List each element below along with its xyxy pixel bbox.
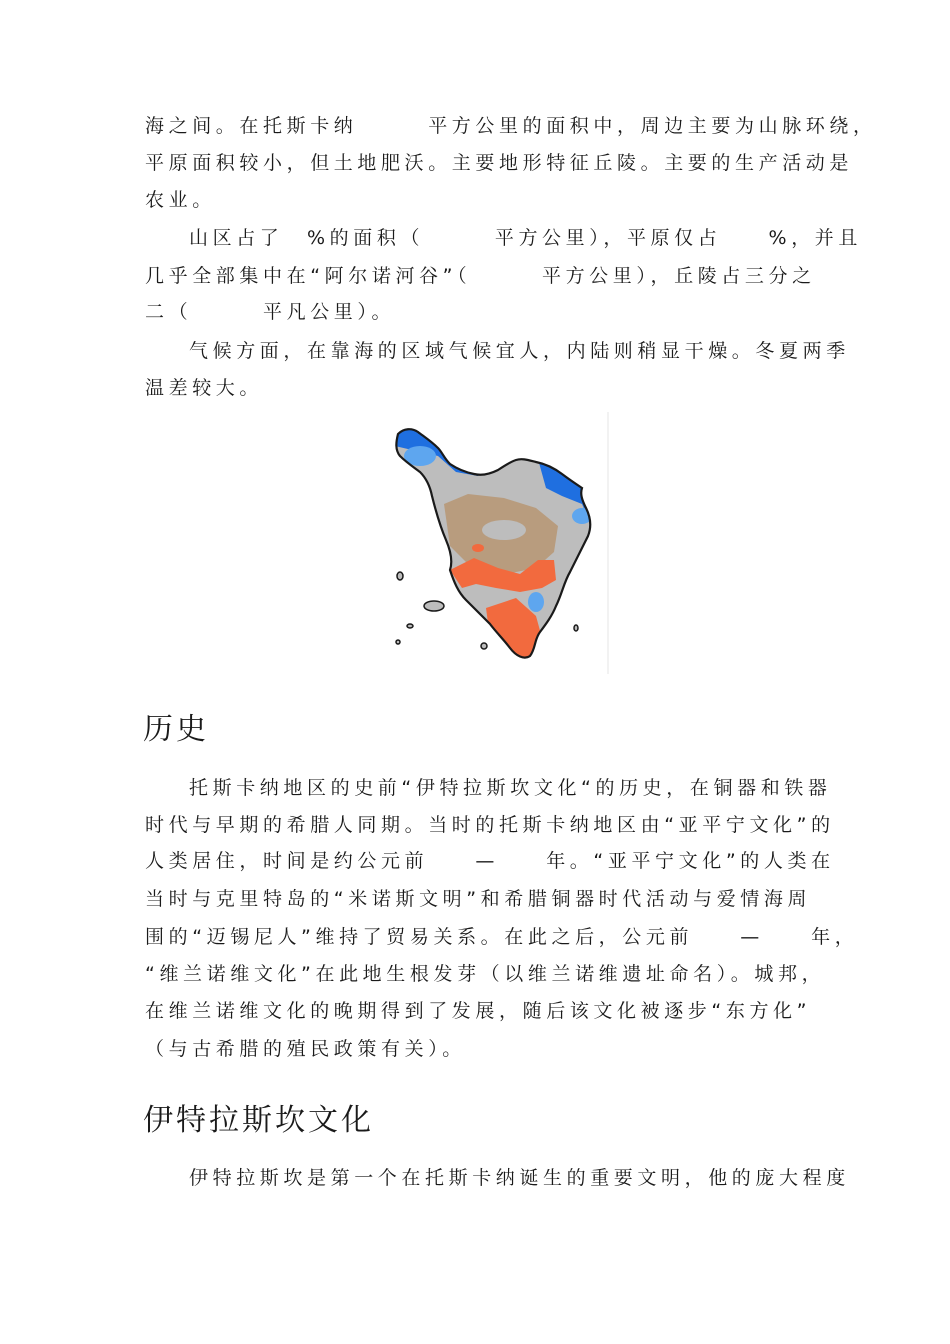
section-heading-history: 历史	[143, 712, 209, 747]
body-text-line: 平原面积较小，但土地肥沃。主要地形特征丘陵。主要的生产活动是	[145, 152, 854, 174]
body-text-line: 几乎全部集中在“阿尔诺河谷”（ 平方公里），丘陵占三分之	[145, 265, 816, 287]
tuscany-map-figure	[386, 412, 614, 674]
body-text-line: 气候方面，在靠海的区域气候宜人，内陆则稍显干燥。冬夏两季	[189, 340, 850, 362]
body-text-line: 二（ 平凡公里）。	[145, 301, 396, 323]
body-text-line: 海之间。在托斯卡纳 平方公里的面积中，周边主要为山脉环绕，	[145, 115, 877, 137]
body-text-line: 山区占了 %的面积（ 平方公里），平原仅占 %，并且	[189, 227, 863, 249]
body-text-line: 时代与早期的希腊人同期。当时的托斯卡纳地区由“亚平宁文化”的	[145, 814, 835, 836]
body-text-line: 人类居住，时间是约公元前 — 年。“亚平宁文化”的人类在	[145, 850, 835, 872]
section-heading-etruscan: 伊特拉斯坎文化	[143, 1103, 374, 1138]
body-text-line: 当时与克里特岛的“米诺斯文明”和希腊铜器时代活动与爱情海周	[145, 888, 812, 910]
body-text-line: 温差较大。	[145, 377, 264, 399]
body-text-line: （与古希腊的殖民政策有关）。	[145, 1038, 466, 1060]
body-text-line: 托斯卡纳地区的史前“伊特拉斯坎文化“的历史，在铜器和铁器	[189, 777, 832, 799]
body-text-line: 在维兰诺维文化的晚期得到了发展，随后该文化被逐步“东方化”	[145, 1000, 812, 1022]
body-text-line: 伊特拉斯坎是第一个在托斯卡纳诞生的重要文明，他的庞大程度	[189, 1167, 850, 1189]
body-text-line: “维兰诺维文化”在此地生根发芽（以维兰诺维遗址命名）。城邦，	[145, 963, 826, 985]
body-text-line: 农业。	[145, 189, 216, 211]
body-text-line: 围的“迈锡尼人”维持了贸易关系。在此之后，公元前 — 年，	[145, 926, 859, 948]
